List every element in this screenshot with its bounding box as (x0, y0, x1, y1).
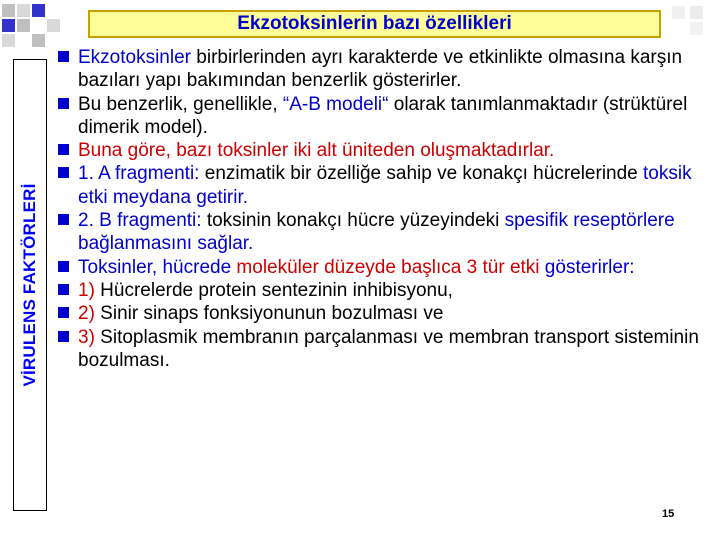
bullet-text: olarak tanımlanmaktadır (strüktürel dimerik model). (78, 93, 688, 138)
bullet-text: Buna göre, bazı toksinler iki alt üniteden oluşmaktadırlar. (78, 140, 555, 162)
side-label: VİRULENS FAKTÖRLERİ (20, 183, 39, 387)
blue-square-icon (58, 214, 69, 225)
bullet-item (58, 162, 708, 209)
bullet-item (58, 326, 708, 373)
blue-square-icon (58, 284, 69, 295)
deco-square (2, 19, 15, 32)
blue-square-icon (58, 98, 69, 109)
blue-square-icon (58, 144, 69, 155)
deco-square (672, 6, 685, 19)
bullet-item (58, 256, 708, 279)
blue-square-icon (58, 307, 69, 318)
bullet-text: spesifik reseptörlere bağlanmasını sağlar. (78, 210, 675, 255)
bullet-text: moleküler düzeyde başlıca 3 tür etki (236, 256, 540, 278)
bullet-text: toksinin konakçı hücre yüzeyindeki (201, 210, 505, 232)
bullet-item (58, 139, 708, 162)
blue-square-icon (58, 261, 69, 272)
blue-square-icon (58, 167, 69, 178)
deco-square (47, 19, 60, 32)
bullet-list (58, 46, 708, 372)
bullet-item (58, 46, 708, 93)
deco-square (32, 4, 45, 17)
deco-square (32, 34, 45, 47)
bullet-text: 2. B fragmenti: (78, 210, 202, 232)
bullet-text: 3) (78, 326, 95, 348)
deco-square (17, 4, 30, 17)
bullet-text: Sitoplasmik membranın parçalanması ve membran transport sisteminin bozulması. (78, 326, 699, 371)
bullet-text: toksik etki meydana getirir. (78, 163, 692, 208)
slide-title: Ekzotoksinlerin bazı özellikleri (88, 10, 661, 38)
page-number: 15 (662, 508, 675, 520)
bullet-text: Toksinler, hücrede (78, 256, 237, 278)
bullet-text: 2) (78, 303, 95, 325)
deco-square (2, 34, 15, 47)
blue-square-icon (58, 331, 69, 342)
blue-square-icon (58, 51, 69, 62)
bullet-text: 1. A fragmenti: (78, 163, 200, 185)
bullet-item (58, 279, 708, 302)
bullet-text: Ekzotoksinler (78, 47, 197, 68)
bullet-text: 1) (78, 279, 95, 301)
bullet-item (58, 302, 708, 325)
bullet-text: “A-B modeli“ (282, 93, 389, 115)
bullet-text: gösterirler: (539, 256, 635, 278)
bullet-text: Bu benzerlik, genellikle, (78, 93, 283, 115)
bullet-item (58, 209, 708, 256)
deco-square (690, 22, 703, 35)
bullet-item (58, 93, 708, 140)
bullet-text: birbirlerinden ayrı karakterde ve etkinlikte olmasına karşın bazıları yapı bakımından benzerlik gösterirler. (78, 47, 683, 92)
deco-square (690, 6, 703, 19)
deco-square (2, 4, 15, 17)
bullet-text: enzimatik bir özelliğe sahip ve konakçı hücrelerinde (199, 163, 644, 185)
bullet-text: Sinir sinaps fonksiyonunun bozulması ve (94, 303, 444, 325)
bullet-text: Hücrelerde protein sentezinin inhibisyonu, (94, 279, 453, 301)
deco-square (17, 19, 30, 32)
